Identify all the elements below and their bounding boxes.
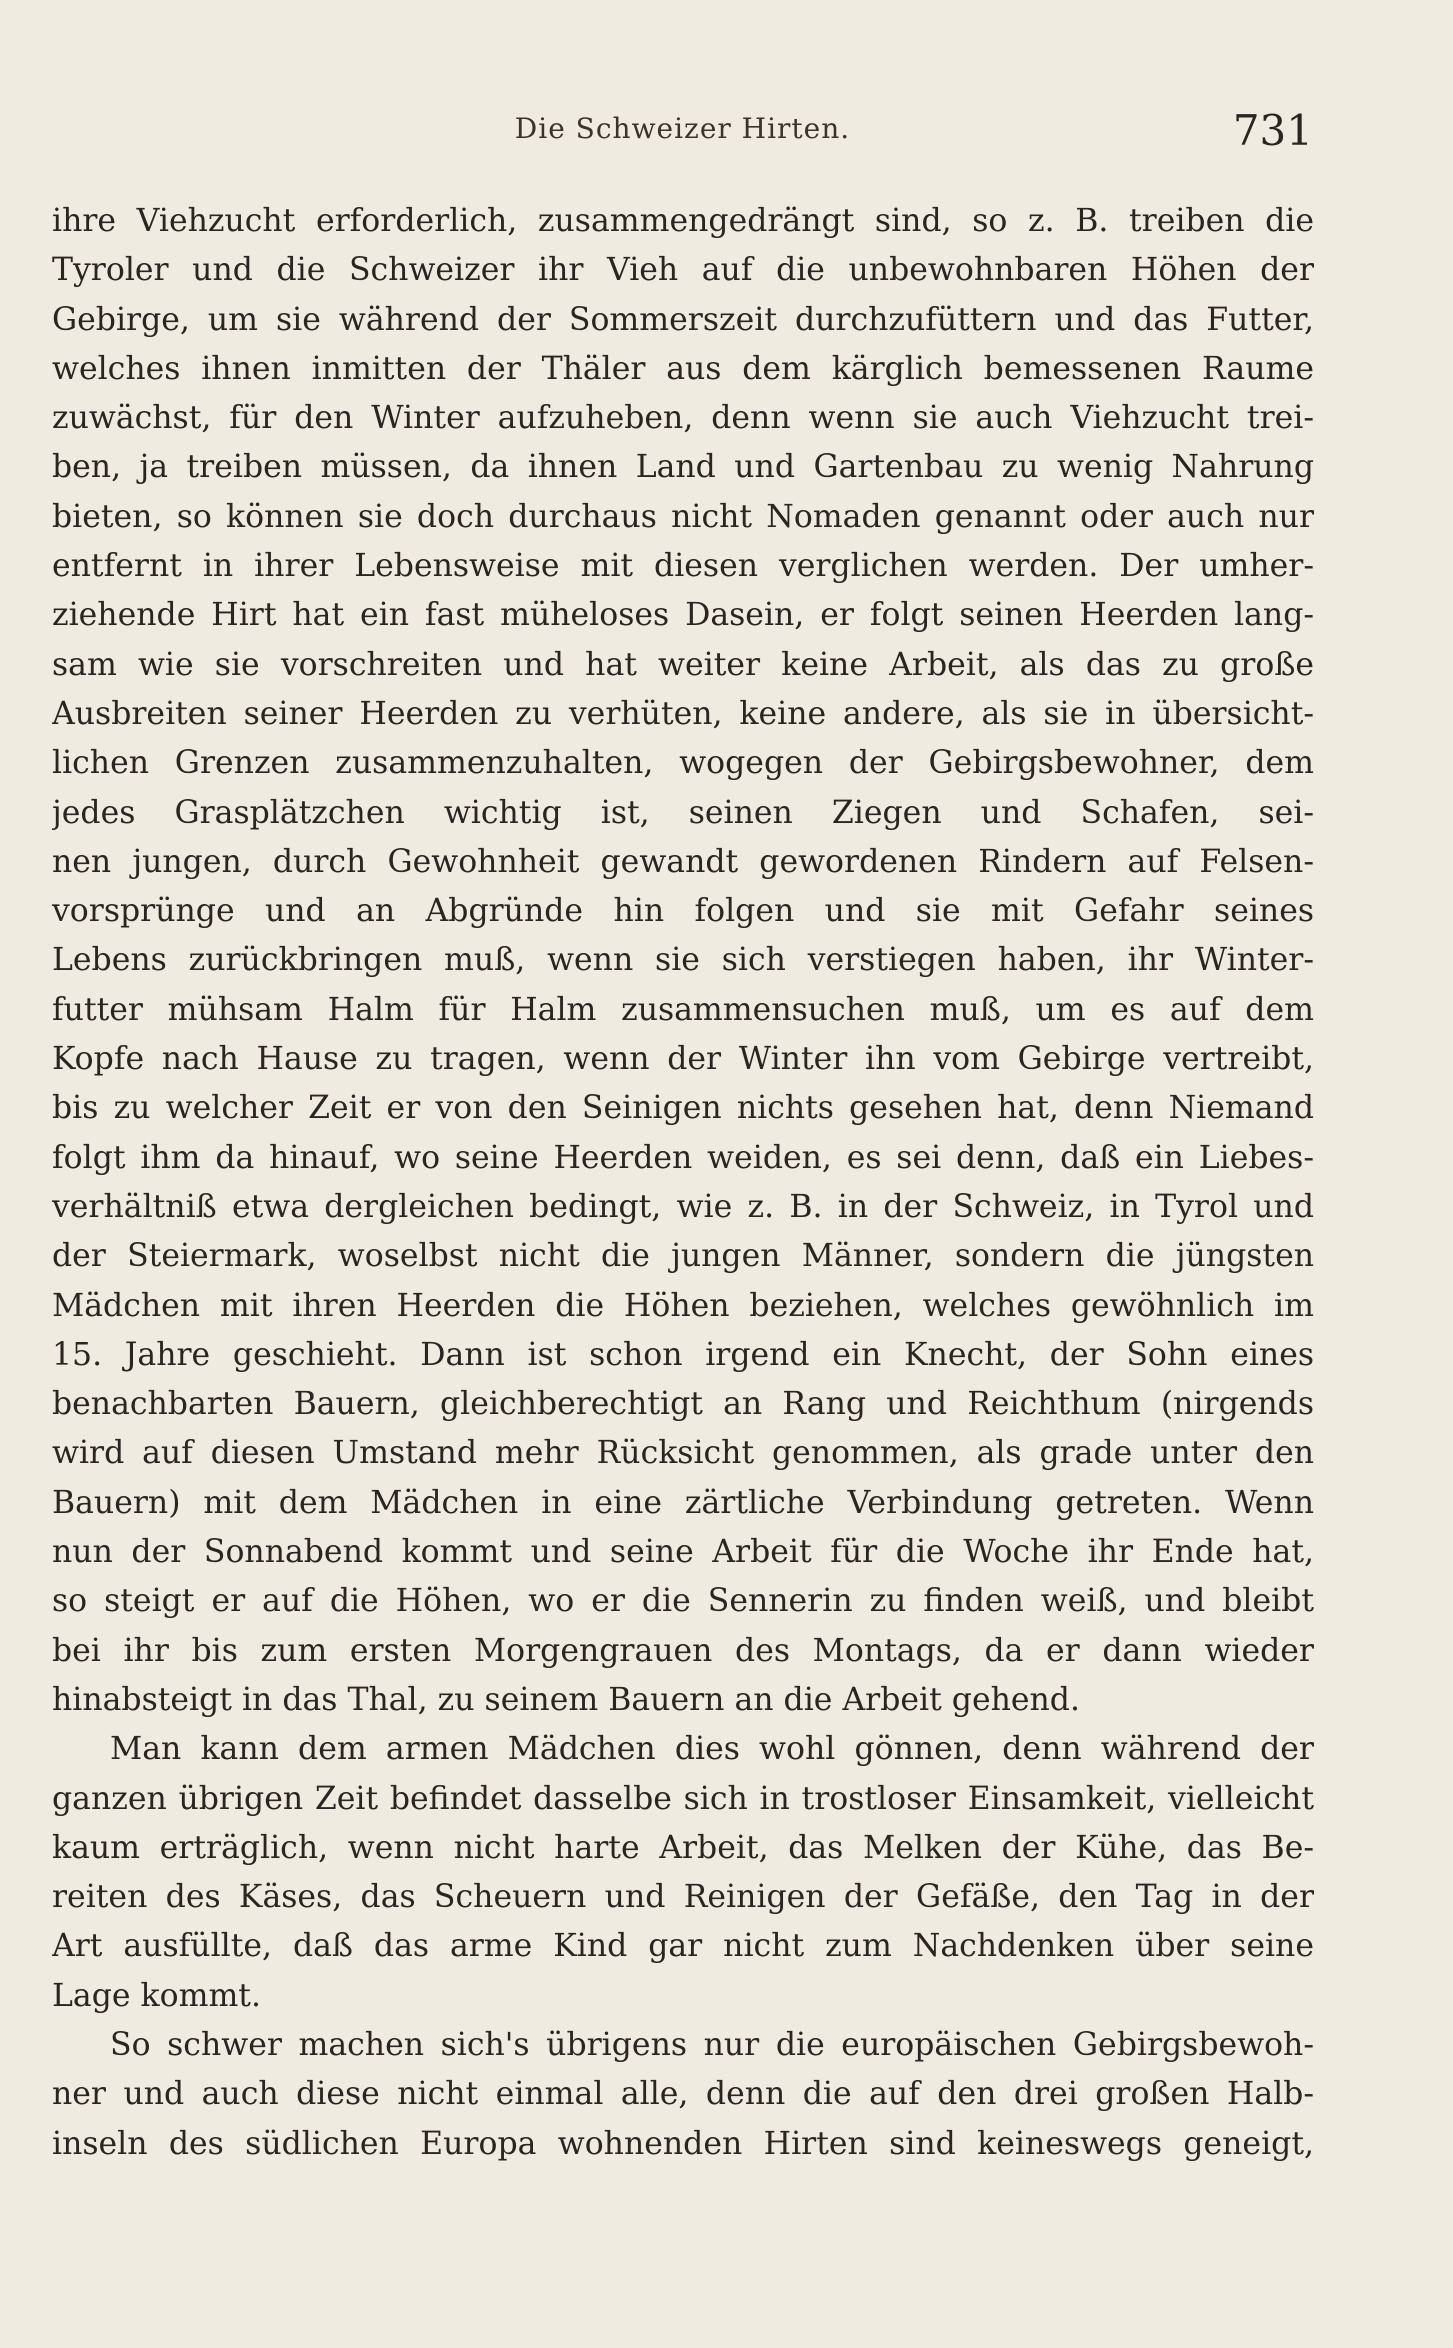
text-line: ner und auch diese nicht einmal alle, denn die auf den drei großen Halb- xyxy=(52,2076,1314,2113)
text-line: verhältniß etwa dergleichen bedingt, wie z. B. in der Schweiz, in Tyrol und xyxy=(52,1188,1314,1225)
text-line: der Steiermark, woselbst nicht die jungen Männer, sondern die jüngsten xyxy=(52,1238,1314,1275)
text-line: entfernt in ihrer Lebensweise mit diesen verglichen werden. Der umher- xyxy=(52,548,1314,585)
text-line: ihre Viehzucht erforderlich, zusammengedrängt sind, so z. B. treiben die xyxy=(52,203,1314,239)
text-line: Bauern) mit dem Mädchen in eine zärtliche Verbindung getreten. Wenn xyxy=(52,1484,1314,1521)
page-header xyxy=(52,106,1313,162)
running-title: Die Schweizer Hirten. xyxy=(514,112,851,145)
text-line: bieten, so können sie doch durchaus nicht Nomaden genannt oder auch nur xyxy=(52,498,1314,535)
text-line: Man kann dem armen Mädchen dies wohl gönnen, denn während der xyxy=(110,1731,1314,1768)
text-line: Lebens zurückbringen muß, wenn sie sich verstiegen haben, ihr Winter- xyxy=(52,942,1314,979)
body-text xyxy=(52,197,1314,2169)
text-line: bei ihr bis zum ersten Morgengrauen des Montags, da er dann wieder xyxy=(52,1632,1314,1669)
text-line: hinabsteigt in das Thal, zu seinem Bauern an die Arbeit gehend. xyxy=(52,1681,1080,1718)
text-line: Art ausfüllte, daß das arme Kind gar nicht zum Nachdenken über seine xyxy=(52,1928,1314,1965)
text-line: Gebirge, um sie während der Sommerszeit durchzufüttern und das Futter, xyxy=(52,301,1314,338)
text-line: jedes Grasplätzchen wichtig ist, seinen Ziegen und Schafen, sei- xyxy=(52,794,1314,831)
text-line: Tyroler und die Schweizer ihr Vieh auf die unbewohnbaren Höhen der xyxy=(52,252,1314,289)
text-line: kaum erträglich, wenn nicht harte Arbeit, das Melken der Kühe, das Be- xyxy=(52,1829,1314,1866)
text-line: inseln des südlichen Europa wohnenden Hirten sind keineswegs geneigt, xyxy=(52,2125,1314,2162)
text-line: 15. Jahre geschieht. Dann ist schon irgend ein Knecht, der Sohn eines xyxy=(52,1336,1314,1373)
text-line: Ausbreiten seiner Heerden zu verhüten, keine andere, als sie in übersicht- xyxy=(52,695,1314,732)
text-line: ben, ja treiben müssen, da ihnen Land und Gartenbau zu wenig Nahrung xyxy=(52,449,1314,486)
text-line: ziehende Hirt hat ein fast müheloses Dasein, er folgt seinen Heerden lang- xyxy=(52,597,1314,634)
text-line: futter mühsam Halm für Halm zusammensuchen muß, um es auf dem xyxy=(52,991,1314,1028)
text-line: bis zu welcher Zeit er von den Seinigen nichts gesehen hat, denn Niemand xyxy=(52,1090,1314,1127)
text-line: welches ihnen inmitten der Thäler aus dem kärglich bemessenen Raume xyxy=(52,350,1314,387)
text-line: nen jungen, durch Gewohnheit gewandt gewordenen Rindern auf Felsen- xyxy=(52,843,1314,880)
text-line: lichen Grenzen zusammenzuhalten, wogegen der Gebirgsbewohner, dem xyxy=(52,745,1314,782)
text-line: Lage kommt. xyxy=(52,1977,261,2014)
text-line: folgt ihm da hinauf, wo seine Heerden weiden, es sei denn, daß ein Liebes- xyxy=(52,1139,1314,1176)
text-line: reiten des Käses, das Scheuern und Reinigen der Gefäße, den Tag in der xyxy=(52,1879,1314,1916)
text-line: benachbarten Bauern, gleichberechtigt an Rang und Reichthum (nirgends xyxy=(52,1386,1314,1423)
text-line: So schwer machen sich's übrigens nur die europäischen Gebirgsbewoh- xyxy=(110,2026,1314,2063)
text-line: Kopfe nach Hause zu tragen, wenn der Winter ihn vom Gebirge vertreibt, xyxy=(52,1041,1314,1078)
text-line: so steigt er auf die Höhen, wo er die Sennerin zu finden weiß, und bleibt xyxy=(52,1583,1314,1620)
text-line: vorsprünge und an Abgründe hin folgen und sie mit Gefahr seines xyxy=(52,893,1314,930)
page-number: 731 xyxy=(1232,106,1313,155)
text-line: ganzen übrigen Zeit befindet dasselbe sich in trostloser Einsamkeit, vielleicht xyxy=(52,1780,1314,1817)
text-line: zuwächst, für den Winter aufzuheben, denn wenn sie auch Viehzucht trei- xyxy=(52,400,1314,437)
text-line: nun der Sonnabend kommt und seine Arbeit für die Woche ihr Ende hat, xyxy=(52,1534,1314,1571)
text-line: sam wie sie vorschreiten und hat weiter keine Arbeit, als das zu große xyxy=(52,646,1314,683)
text-line: wird auf diesen Umstand mehr Rücksicht genommen, als grade unter den xyxy=(52,1435,1314,1472)
text-line: Mädchen mit ihren Heerden die Höhen beziehen, welches gewöhnlich im xyxy=(52,1287,1314,1324)
